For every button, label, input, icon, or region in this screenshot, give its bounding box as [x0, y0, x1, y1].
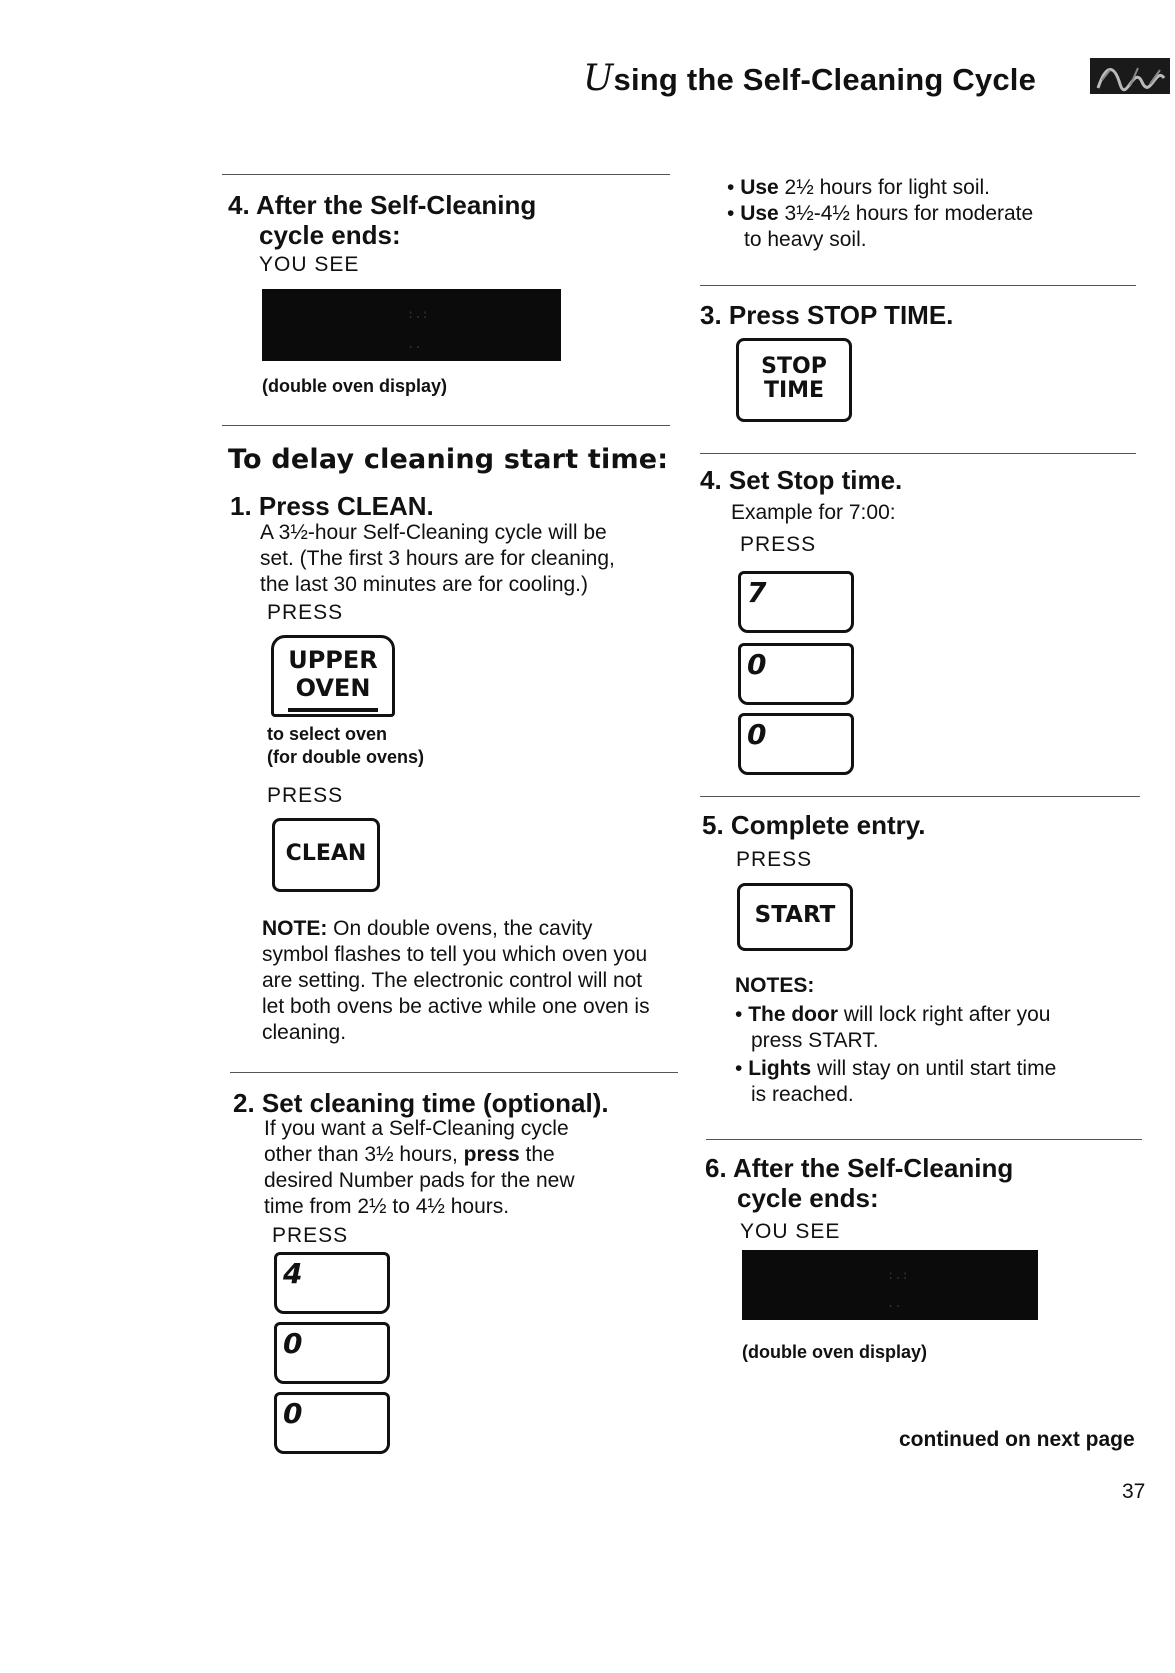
text-line: set. (The first 3 hours are for cleaning, [260, 547, 615, 570]
text-line: If you want a Self-Cleaning cycle [264, 1117, 569, 1140]
press-label: PRESS [267, 784, 344, 807]
stop-time-key[interactable] [736, 338, 852, 422]
step-title: Complete entry. [730, 810, 926, 840]
bullet-item: • Use 3½-4½ hours for moderate [727, 202, 1034, 225]
text-line: 3½-4½ hours for moderate [778, 202, 1034, 225]
step-title: Set cleaning time (optional). [261, 1088, 609, 1118]
notes-label: NOTES: [735, 974, 815, 997]
divider [700, 453, 1136, 454]
left-step4-heading [228, 190, 536, 220]
emphasis: The door [748, 1003, 839, 1026]
key-label: CLEAN [285, 841, 367, 866]
soil-bullets [727, 175, 1033, 253]
bullet-continuation: press START. [751, 1029, 879, 1052]
number-key-0[interactable] [738, 643, 854, 705]
press-label: PRESS [740, 533, 817, 556]
right-step3-heading [700, 300, 953, 330]
key-caption: (for double ovens) [267, 747, 424, 767]
text-line: time from 2½ to 4½ hours. [264, 1195, 510, 1218]
emphasis: Use [740, 202, 779, 225]
oven-display: :.: .. [262, 289, 561, 361]
left-step1-heading [230, 491, 434, 521]
number-key-4[interactable] [274, 1252, 390, 1314]
left-step4-heading-line2: cycle ends: [259, 220, 401, 250]
emphasis: Use [740, 176, 779, 199]
display-caption: (double oven display) [262, 376, 448, 396]
key-label: UPPER [288, 646, 378, 674]
text-line: will stay on until start time [811, 1057, 1057, 1080]
key-label: 0 [283, 1397, 303, 1430]
text-line: the last 30 minutes are for cooling.) [260, 573, 589, 596]
key-label: 0 [747, 648, 767, 681]
key-label: 4 [283, 1257, 303, 1290]
key-label: 0 [747, 718, 767, 751]
text-line: A 3½-hour Self-Cleaning cycle will be [260, 521, 607, 544]
text-line: On double ovens, the cavity [327, 917, 593, 940]
page-number: 37 [1122, 1480, 1146, 1503]
display-caption: (double oven display) [742, 1342, 928, 1362]
divider [222, 174, 670, 175]
title-initial: U [583, 58, 614, 99]
text-line: desired Number pads for the new [264, 1169, 575, 1192]
left-step2-heading [233, 1088, 609, 1118]
divider [700, 796, 1140, 797]
step-title: Press CLEAN. [258, 491, 434, 521]
text-line: the [519, 1143, 555, 1166]
divider [222, 425, 670, 426]
text-line: cleaning. [262, 1021, 347, 1044]
you-see-label: YOU SEE [259, 253, 360, 276]
example-text: Example for 7:00: [731, 501, 896, 524]
text-line: are setting. The electronic control will not [262, 969, 643, 992]
text-line: 2½ hours for light soil. [778, 176, 990, 199]
key-label: START [754, 902, 836, 928]
you-see-label: YOU SEE [740, 1220, 841, 1243]
text-line: let both ovens be active while one oven is [262, 995, 650, 1018]
press-label: PRESS [736, 848, 813, 871]
text-line: will lock right after you [838, 1003, 1051, 1026]
right-step6-heading-line2: cycle ends: [737, 1183, 879, 1213]
right-step6-heading [705, 1153, 1013, 1183]
key-label: STOP [761, 354, 827, 379]
key-label: 0 [283, 1327, 303, 1360]
number-key-0[interactable] [274, 1392, 390, 1454]
step-number: 5. [702, 810, 724, 840]
number-key-0[interactable] [738, 713, 854, 775]
note-block [262, 916, 650, 1046]
emphasis: Lights [748, 1057, 812, 1080]
step-number: 4. [228, 190, 250, 220]
right-step5-heading [702, 810, 925, 840]
key-label: 7 [747, 576, 767, 609]
divider [230, 1072, 678, 1073]
brand-logo-icon [1090, 58, 1170, 94]
press-label: PRESS [267, 601, 344, 624]
step-number: 1. [230, 491, 252, 521]
bullet-item: • The door will lock right after you [735, 1003, 1051, 1026]
step-title: Press STOP TIME. [728, 300, 954, 330]
emphasis: press [463, 1143, 520, 1166]
step-number: 6. [705, 1153, 727, 1183]
key-label: OVEN [295, 674, 371, 702]
text-line: symbol flashes to tell you which oven you [262, 943, 648, 966]
step-number: 3. [700, 300, 722, 330]
step-title: After the Self-Cleaning [732, 1153, 1014, 1183]
bullet-item: • Lights will stay on until start time [735, 1057, 1057, 1080]
step2-text [264, 1116, 575, 1220]
continued-note: continued on next page [899, 1428, 1135, 1451]
page-title [583, 58, 1036, 99]
bullet-item: • Use 2½ hours for light soil. [727, 176, 990, 199]
step1-text [260, 520, 615, 598]
key-label: TIME [763, 378, 825, 403]
step-title: After the Self-Cleaning [255, 190, 537, 220]
bullet-continuation: is reached. [751, 1083, 854, 1106]
press-label: PRESS [272, 1224, 349, 1247]
key-caption: to select oven [267, 724, 388, 744]
upper-oven-key[interactable] [271, 635, 395, 717]
text-line: other than 3½ hours, [264, 1143, 464, 1166]
bullet-continuation: to heavy soil. [744, 228, 867, 251]
start-key[interactable] [737, 883, 853, 951]
divider [700, 285, 1136, 286]
notes-list [735, 1002, 1056, 1108]
oven-display: :.: .. [742, 1250, 1038, 1320]
step-number: 4. [700, 465, 722, 495]
title-rest: sing the Self-Cleaning Cycle [613, 62, 1037, 97]
divider [706, 1139, 1142, 1140]
note-label: NOTE: [262, 917, 328, 940]
right-step4-heading [700, 465, 902, 495]
step-number: 2. [233, 1088, 255, 1118]
step-title: Set Stop time. [728, 465, 903, 495]
clean-key[interactable] [272, 818, 380, 892]
section-title: To delay cleaning start time: [228, 444, 669, 475]
number-key-7[interactable] [738, 571, 854, 633]
number-key-0[interactable] [274, 1322, 390, 1384]
